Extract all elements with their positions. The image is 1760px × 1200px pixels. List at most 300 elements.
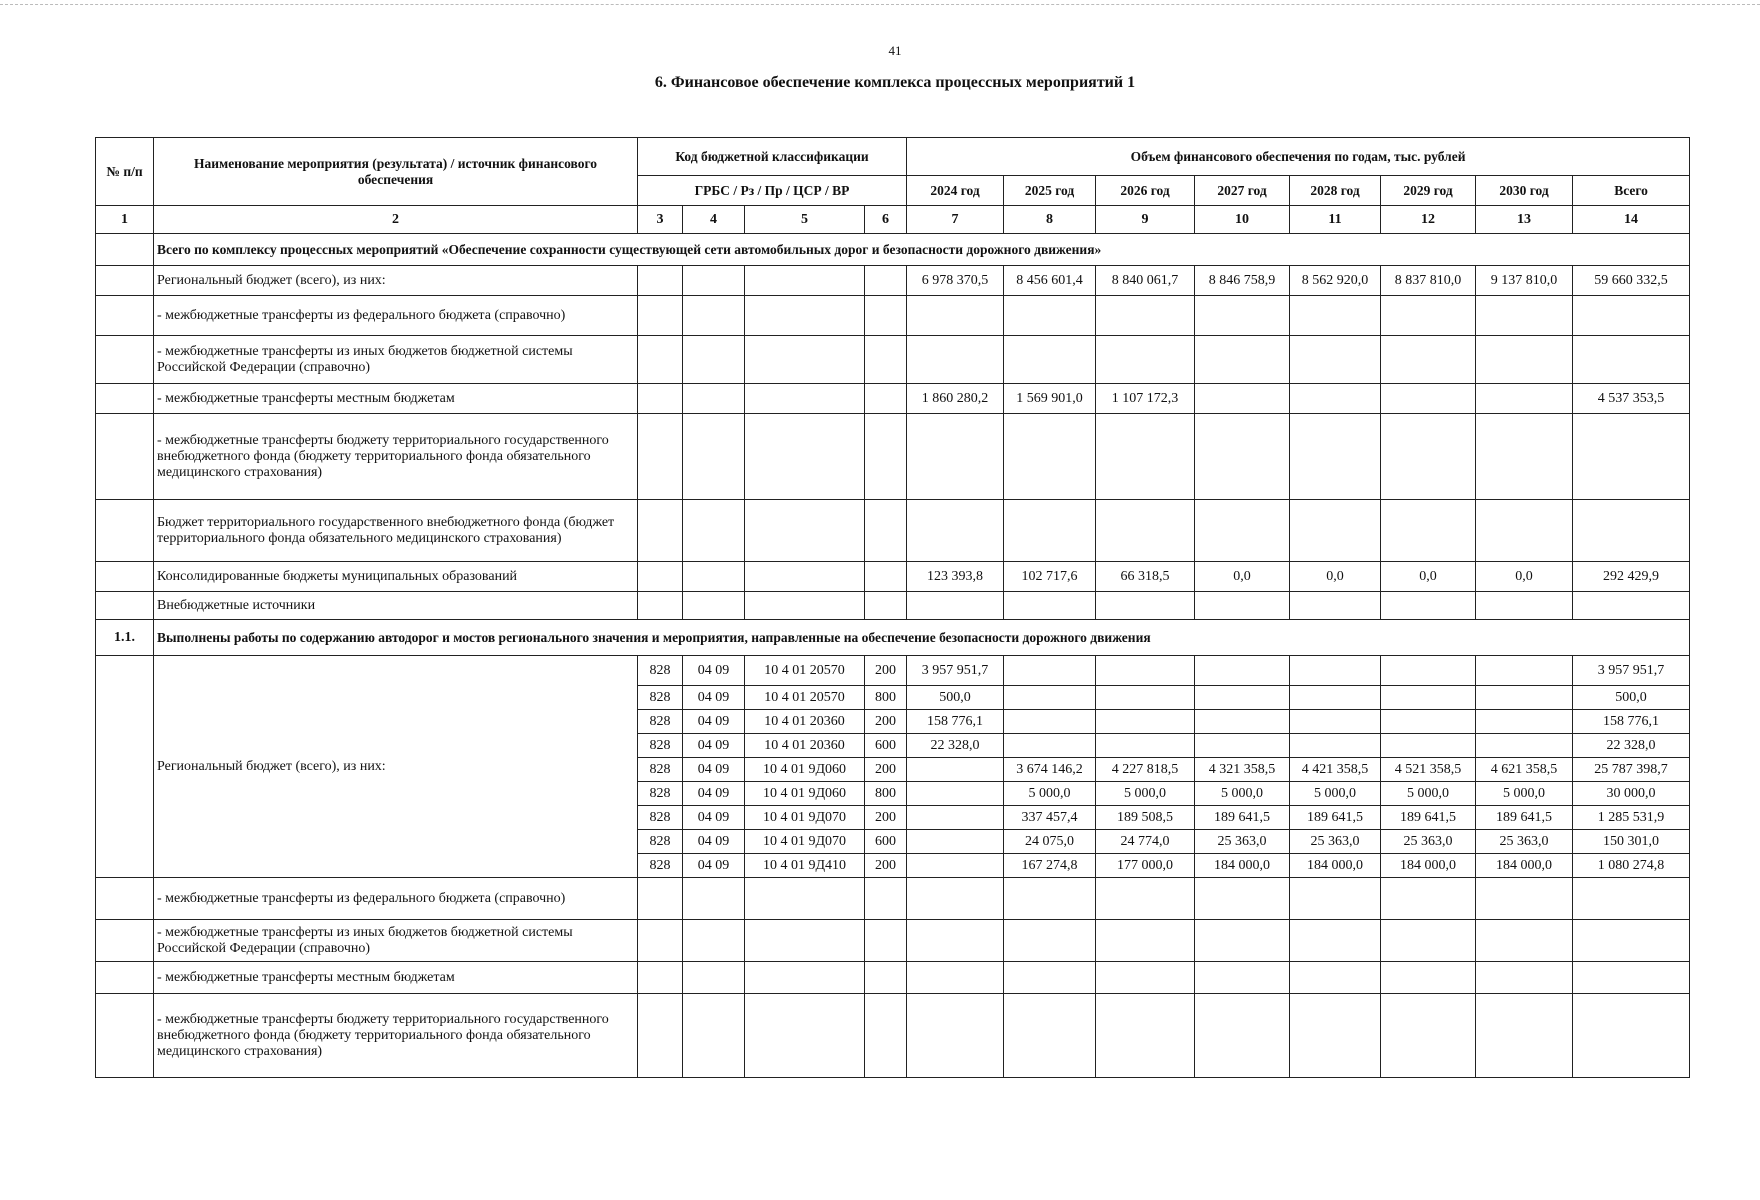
value-cell <box>683 878 745 920</box>
value-cell <box>1381 656 1476 686</box>
kbk-cell <box>683 562 745 592</box>
csr-cell: 10 4 01 20360 <box>745 734 865 758</box>
kbk-cell <box>683 592 745 620</box>
kbk-cell <box>865 592 907 620</box>
value-cell: 184 000,0 <box>1476 854 1573 878</box>
value-cell: 1 285 531,9 <box>1573 806 1690 830</box>
row-index <box>96 384 154 414</box>
grbs-cell: 828 <box>638 656 683 686</box>
csr-cell: 10 4 01 9Д070 <box>745 806 865 830</box>
value-cell <box>1096 592 1195 620</box>
page-title: 6. Финансовое обеспечение комплекса процессных мероприятий 1 <box>654 74 1136 91</box>
value-cell <box>1381 962 1476 994</box>
kbk-cell <box>865 384 907 414</box>
value-cell <box>1004 336 1096 384</box>
grbs-cell: 828 <box>638 710 683 734</box>
scan-artifact-line <box>0 4 1760 6</box>
value-cell: 0,0 <box>1381 562 1476 592</box>
value-cell: 5 000,0 <box>1476 782 1573 806</box>
row-index <box>96 500 154 562</box>
value-cell: 167 274,8 <box>1004 854 1096 878</box>
value-cell: 4 321 358,5 <box>1195 758 1290 782</box>
vr-cell: 600 <box>865 734 907 758</box>
column-number: 8 <box>1004 206 1096 234</box>
vr-cell: 200 <box>865 758 907 782</box>
column-number: 11 <box>1290 206 1381 234</box>
value-cell <box>745 994 865 1078</box>
table-row <box>96 920 1690 962</box>
row-name: - межбюджетные трансферты бюджету территориального государственного внебюджетного фонда (бюджету территориального фонда обязательного медицинского страхования) <box>154 994 638 1078</box>
value-cell <box>1195 656 1290 686</box>
value-cell: 6 978 370,5 <box>907 266 1004 296</box>
header-year: 2027 год <box>1195 176 1290 206</box>
value-cell <box>638 962 683 994</box>
rz-pr-cell: 04 09 <box>683 686 745 710</box>
value-cell <box>1096 686 1195 710</box>
value-cell: 1 569 901,0 <box>1004 384 1096 414</box>
csr-cell: 10 4 01 20570 <box>745 686 865 710</box>
vr-cell: 200 <box>865 710 907 734</box>
value-cell <box>1004 414 1096 500</box>
value-cell <box>1004 296 1096 336</box>
table-row <box>96 878 1690 920</box>
value-cell <box>907 592 1004 620</box>
header-num: № п/п <box>96 138 154 206</box>
value-cell <box>1004 686 1096 710</box>
value-cell: 30 000,0 <box>1573 782 1690 806</box>
value-cell: 1 080 274,8 <box>1573 854 1690 878</box>
column-number: 13 <box>1476 206 1573 234</box>
value-cell <box>1290 414 1381 500</box>
value-cell <box>1573 296 1690 336</box>
table-row <box>96 994 1690 1078</box>
header-kbk: Код бюджетной классификации <box>638 138 907 176</box>
value-cell <box>1096 500 1195 562</box>
row-name: Региональный бюджет (всего), из них: <box>154 656 638 878</box>
row-index <box>96 962 154 994</box>
value-cell <box>1290 920 1381 962</box>
row-index <box>96 336 154 384</box>
value-cell <box>1004 710 1096 734</box>
value-cell <box>1290 592 1381 620</box>
kbk-cell <box>638 336 683 384</box>
value-cell <box>1004 592 1096 620</box>
rz-pr-cell: 04 09 <box>683 854 745 878</box>
kbk-cell <box>683 336 745 384</box>
value-cell <box>1381 500 1476 562</box>
grbs-cell: 828 <box>638 686 683 710</box>
value-cell <box>1381 384 1476 414</box>
value-cell: 158 776,1 <box>907 710 1004 734</box>
kbk-cell <box>683 414 745 500</box>
financing-table <box>95 137 1690 1078</box>
value-cell <box>907 758 1004 782</box>
section-index: 1.1. <box>96 620 154 656</box>
value-cell <box>1476 710 1573 734</box>
column-number: 10 <box>1195 206 1290 234</box>
value-cell <box>1096 878 1195 920</box>
value-cell <box>1004 656 1096 686</box>
row-name: - межбюджетные трансферты местным бюджетам <box>154 384 638 414</box>
value-cell: 8 846 758,9 <box>1195 266 1290 296</box>
value-cell: 1 107 172,3 <box>1096 384 1195 414</box>
value-cell <box>907 782 1004 806</box>
value-cell: 158 776,1 <box>1573 710 1690 734</box>
value-cell <box>1195 592 1290 620</box>
kbk-cell <box>745 562 865 592</box>
value-cell <box>1476 384 1573 414</box>
value-cell: 22 328,0 <box>1573 734 1690 758</box>
row-name: - межбюджетные трансферты из иных бюджетов бюджетной системы Российской Федерации (справочно) <box>154 920 638 962</box>
value-cell <box>1476 734 1573 758</box>
rz-pr-cell: 04 09 <box>683 806 745 830</box>
value-cell <box>1381 734 1476 758</box>
rz-pr-cell: 04 09 <box>683 758 745 782</box>
value-cell: 5 000,0 <box>1290 782 1381 806</box>
value-cell <box>907 994 1004 1078</box>
value-cell <box>1573 414 1690 500</box>
kbk-cell <box>745 500 865 562</box>
value-cell <box>745 878 865 920</box>
value-cell <box>907 806 1004 830</box>
value-cell <box>1096 296 1195 336</box>
row-index <box>96 994 154 1078</box>
value-cell <box>1476 686 1573 710</box>
value-cell <box>907 414 1004 500</box>
column-numbers-row <box>96 206 1690 234</box>
value-cell <box>1195 878 1290 920</box>
value-cell <box>1290 336 1381 384</box>
kbk-cell <box>745 296 865 336</box>
value-cell <box>1096 336 1195 384</box>
kbk-cell <box>638 414 683 500</box>
value-cell <box>907 920 1004 962</box>
kbk-cell <box>865 562 907 592</box>
value-cell <box>907 830 1004 854</box>
value-cell: 25 363,0 <box>1381 830 1476 854</box>
rz-pr-cell: 04 09 <box>683 734 745 758</box>
table-row <box>96 500 1690 562</box>
kbk-cell <box>683 296 745 336</box>
kbk-cell <box>745 414 865 500</box>
kbk-cell <box>745 336 865 384</box>
value-cell <box>1290 296 1381 336</box>
value-cell <box>865 962 907 994</box>
grbs-cell: 828 <box>638 782 683 806</box>
table-row <box>96 656 1690 686</box>
rz-pr-cell: 04 09 <box>683 782 745 806</box>
value-cell: 500,0 <box>907 686 1004 710</box>
row-name: - межбюджетные трансферты из иных бюджетов бюджетной системы Российской Федерации (справочно) <box>154 336 638 384</box>
value-cell <box>1381 592 1476 620</box>
table-row <box>96 296 1690 336</box>
value-cell: 24 774,0 <box>1096 830 1195 854</box>
column-number: 9 <box>1096 206 1195 234</box>
header-year: 2026 год <box>1096 176 1195 206</box>
column-number: 3 <box>638 206 683 234</box>
rz-pr-cell: 04 09 <box>683 710 745 734</box>
row-name: - межбюджетные трансферты из федерального бюджета (справочно) <box>154 296 638 336</box>
value-cell: 189 508,5 <box>1096 806 1195 830</box>
vr-cell: 800 <box>865 686 907 710</box>
value-cell: 184 000,0 <box>1381 854 1476 878</box>
csr-cell: 10 4 01 9Д410 <box>745 854 865 878</box>
value-cell <box>1195 296 1290 336</box>
header-year: 2025 год <box>1004 176 1096 206</box>
value-cell <box>1476 592 1573 620</box>
grbs-cell: 828 <box>638 758 683 782</box>
value-cell: 25 787 398,7 <box>1573 758 1690 782</box>
value-cell <box>1573 962 1690 994</box>
value-cell <box>1381 414 1476 500</box>
kbk-cell <box>865 414 907 500</box>
row-index <box>96 878 154 920</box>
value-cell <box>1290 500 1381 562</box>
value-cell: 189 641,5 <box>1290 806 1381 830</box>
value-cell <box>1573 592 1690 620</box>
csr-cell: 10 4 01 9Д060 <box>745 782 865 806</box>
value-cell <box>1381 686 1476 710</box>
value-cell <box>1195 686 1290 710</box>
value-cell: 5 000,0 <box>1381 782 1476 806</box>
value-cell: 0,0 <box>1290 562 1381 592</box>
kbk-cell <box>683 384 745 414</box>
value-cell: 5 000,0 <box>1195 782 1290 806</box>
value-cell: 0,0 <box>1476 562 1573 592</box>
value-cell: 3 957 951,7 <box>907 656 1004 686</box>
value-cell: 9 137 810,0 <box>1476 266 1573 296</box>
value-cell <box>683 962 745 994</box>
value-cell <box>907 336 1004 384</box>
value-cell: 8 456 601,4 <box>1004 266 1096 296</box>
value-cell <box>1476 336 1573 384</box>
value-cell <box>683 994 745 1078</box>
value-cell <box>1195 336 1290 384</box>
value-cell: 66 318,5 <box>1096 562 1195 592</box>
kbk-cell <box>745 384 865 414</box>
value-cell <box>865 878 907 920</box>
value-cell <box>1381 994 1476 1078</box>
value-cell <box>1476 656 1573 686</box>
header-total: Всего <box>1573 176 1690 206</box>
value-cell: 22 328,0 <box>907 734 1004 758</box>
value-cell <box>1290 656 1381 686</box>
value-cell: 3 957 951,7 <box>1573 656 1690 686</box>
kbk-cell <box>638 562 683 592</box>
kbk-cell <box>865 500 907 562</box>
value-cell <box>745 962 865 994</box>
value-cell: 25 363,0 <box>1290 830 1381 854</box>
value-cell: 102 717,6 <box>1004 562 1096 592</box>
value-cell <box>1096 920 1195 962</box>
row-index <box>96 562 154 592</box>
header-kbk-sub: ГРБС / Рз / Пр / ЦСР / ВР <box>638 176 907 206</box>
value-cell <box>1096 710 1195 734</box>
header-name: Наименование мероприятия (результата) / источник финансового обеспечения <box>154 138 638 206</box>
row-index <box>96 414 154 500</box>
value-cell <box>683 920 745 962</box>
value-cell: 4 537 353,5 <box>1573 384 1690 414</box>
value-cell: 184 000,0 <box>1195 854 1290 878</box>
value-cell: 177 000,0 <box>1096 854 1195 878</box>
value-cell <box>1004 500 1096 562</box>
table-row <box>96 962 1690 994</box>
row-name: Бюджет территориального государственного внебюджетного фонда (бюджет территориального фонда обязательного медицинского страхования) <box>154 500 638 562</box>
value-cell: 337 457,4 <box>1004 806 1096 830</box>
value-cell: 5 000,0 <box>1096 782 1195 806</box>
value-cell <box>1381 336 1476 384</box>
value-cell <box>1004 878 1096 920</box>
table-row <box>96 592 1690 620</box>
value-cell: 0,0 <box>1195 562 1290 592</box>
value-cell <box>1290 878 1381 920</box>
value-cell: 189 641,5 <box>1195 806 1290 830</box>
value-cell <box>1476 994 1573 1078</box>
grbs-cell: 828 <box>638 806 683 830</box>
value-cell <box>1476 920 1573 962</box>
value-cell: 4 521 358,5 <box>1381 758 1476 782</box>
value-cell <box>1290 994 1381 1078</box>
value-cell <box>1195 710 1290 734</box>
value-cell <box>1004 734 1096 758</box>
csr-cell: 10 4 01 9Д070 <box>745 830 865 854</box>
value-cell <box>1290 686 1381 710</box>
value-cell <box>1195 414 1290 500</box>
csr-cell: 10 4 01 20570 <box>745 656 865 686</box>
value-cell: 184 000,0 <box>1290 854 1381 878</box>
header-volume: Объем финансового обеспечения по годам, тыс. рублей <box>907 138 1690 176</box>
row-index <box>96 266 154 296</box>
row-name: Консолидированные бюджеты муниципальных образований <box>154 562 638 592</box>
value-cell <box>907 296 1004 336</box>
page-number: 41 <box>888 43 902 58</box>
value-cell <box>1195 994 1290 1078</box>
value-cell: 24 075,0 <box>1004 830 1096 854</box>
row-name: Внебюджетные источники <box>154 592 638 620</box>
value-cell: 1 860 280,2 <box>907 384 1004 414</box>
value-cell: 8 837 810,0 <box>1381 266 1476 296</box>
value-cell <box>1573 500 1690 562</box>
value-cell <box>1573 878 1690 920</box>
row-name: - межбюджетные трансферты местным бюджетам <box>154 962 638 994</box>
row-index <box>96 656 154 878</box>
value-cell <box>1476 500 1573 562</box>
value-cell <box>1004 962 1096 994</box>
value-cell <box>745 920 865 962</box>
row-index <box>96 296 154 336</box>
value-cell <box>1290 734 1381 758</box>
grbs-cell: 828 <box>638 854 683 878</box>
value-cell <box>907 962 1004 994</box>
vr-cell: 200 <box>865 854 907 878</box>
row-name: - межбюджетные трансферты бюджету территориального государственного внебюджетного фонда (бюджету территориального фонда обязательного медицинского страхования) <box>154 414 638 500</box>
kbk-cell <box>865 266 907 296</box>
kbk-cell <box>638 384 683 414</box>
value-cell <box>1195 962 1290 994</box>
table-row <box>96 336 1690 384</box>
section-title-row <box>96 234 1690 266</box>
value-cell <box>1096 962 1195 994</box>
header-year: 2028 год <box>1290 176 1381 206</box>
value-cell <box>1476 414 1573 500</box>
column-number: 6 <box>865 206 907 234</box>
csr-cell: 10 4 01 20360 <box>745 710 865 734</box>
row-index <box>96 234 154 266</box>
value-cell: 59 660 332,5 <box>1573 266 1690 296</box>
value-cell <box>907 878 1004 920</box>
kbk-cell <box>638 592 683 620</box>
column-number: 1 <box>96 206 154 234</box>
value-cell <box>1476 296 1573 336</box>
value-cell <box>1476 878 1573 920</box>
value-cell <box>907 854 1004 878</box>
kbk-cell <box>638 296 683 336</box>
value-cell: 189 641,5 <box>1476 806 1573 830</box>
value-cell: 8 840 061,7 <box>1096 266 1195 296</box>
value-cell: 123 393,8 <box>907 562 1004 592</box>
table-row <box>96 266 1690 296</box>
vr-cell: 800 <box>865 782 907 806</box>
value-cell <box>638 920 683 962</box>
row-index <box>96 592 154 620</box>
value-cell: 292 429,9 <box>1573 562 1690 592</box>
value-cell: 500,0 <box>1573 686 1690 710</box>
value-cell <box>1096 414 1195 500</box>
value-cell <box>1195 384 1290 414</box>
value-cell: 3 674 146,2 <box>1004 758 1096 782</box>
column-number: 14 <box>1573 206 1690 234</box>
value-cell <box>1381 878 1476 920</box>
value-cell: 189 641,5 <box>1381 806 1476 830</box>
value-cell <box>907 500 1004 562</box>
value-cell: 25 363,0 <box>1195 830 1290 854</box>
value-cell <box>638 878 683 920</box>
value-cell <box>1096 994 1195 1078</box>
value-cell <box>1381 296 1476 336</box>
value-cell: 150 301,0 <box>1573 830 1690 854</box>
value-cell <box>1381 710 1476 734</box>
csr-cell: 10 4 01 9Д060 <box>745 758 865 782</box>
column-number: 5 <box>745 206 865 234</box>
kbk-cell <box>683 500 745 562</box>
section-title-row <box>96 620 1690 656</box>
value-cell <box>1195 500 1290 562</box>
vr-cell: 200 <box>865 656 907 686</box>
value-cell <box>865 994 907 1078</box>
value-cell <box>1096 656 1195 686</box>
value-cell <box>1573 920 1690 962</box>
value-cell <box>1195 920 1290 962</box>
value-cell <box>1573 336 1690 384</box>
grbs-cell: 828 <box>638 830 683 854</box>
vr-cell: 600 <box>865 830 907 854</box>
header-year: 2024 год <box>907 176 1004 206</box>
header-year: 2029 год <box>1381 176 1476 206</box>
vr-cell: 200 <box>865 806 907 830</box>
value-cell <box>1290 710 1381 734</box>
table-row <box>96 562 1690 592</box>
value-cell <box>1004 920 1096 962</box>
row-index <box>96 920 154 962</box>
value-cell <box>1195 734 1290 758</box>
row-name: Региональный бюджет (всего), из них: <box>154 266 638 296</box>
value-cell <box>1290 384 1381 414</box>
header-year: 2030 год <box>1476 176 1573 206</box>
value-cell <box>1004 994 1096 1078</box>
column-number: 7 <box>907 206 1004 234</box>
column-number: 4 <box>683 206 745 234</box>
value-cell: 4 227 818,5 <box>1096 758 1195 782</box>
